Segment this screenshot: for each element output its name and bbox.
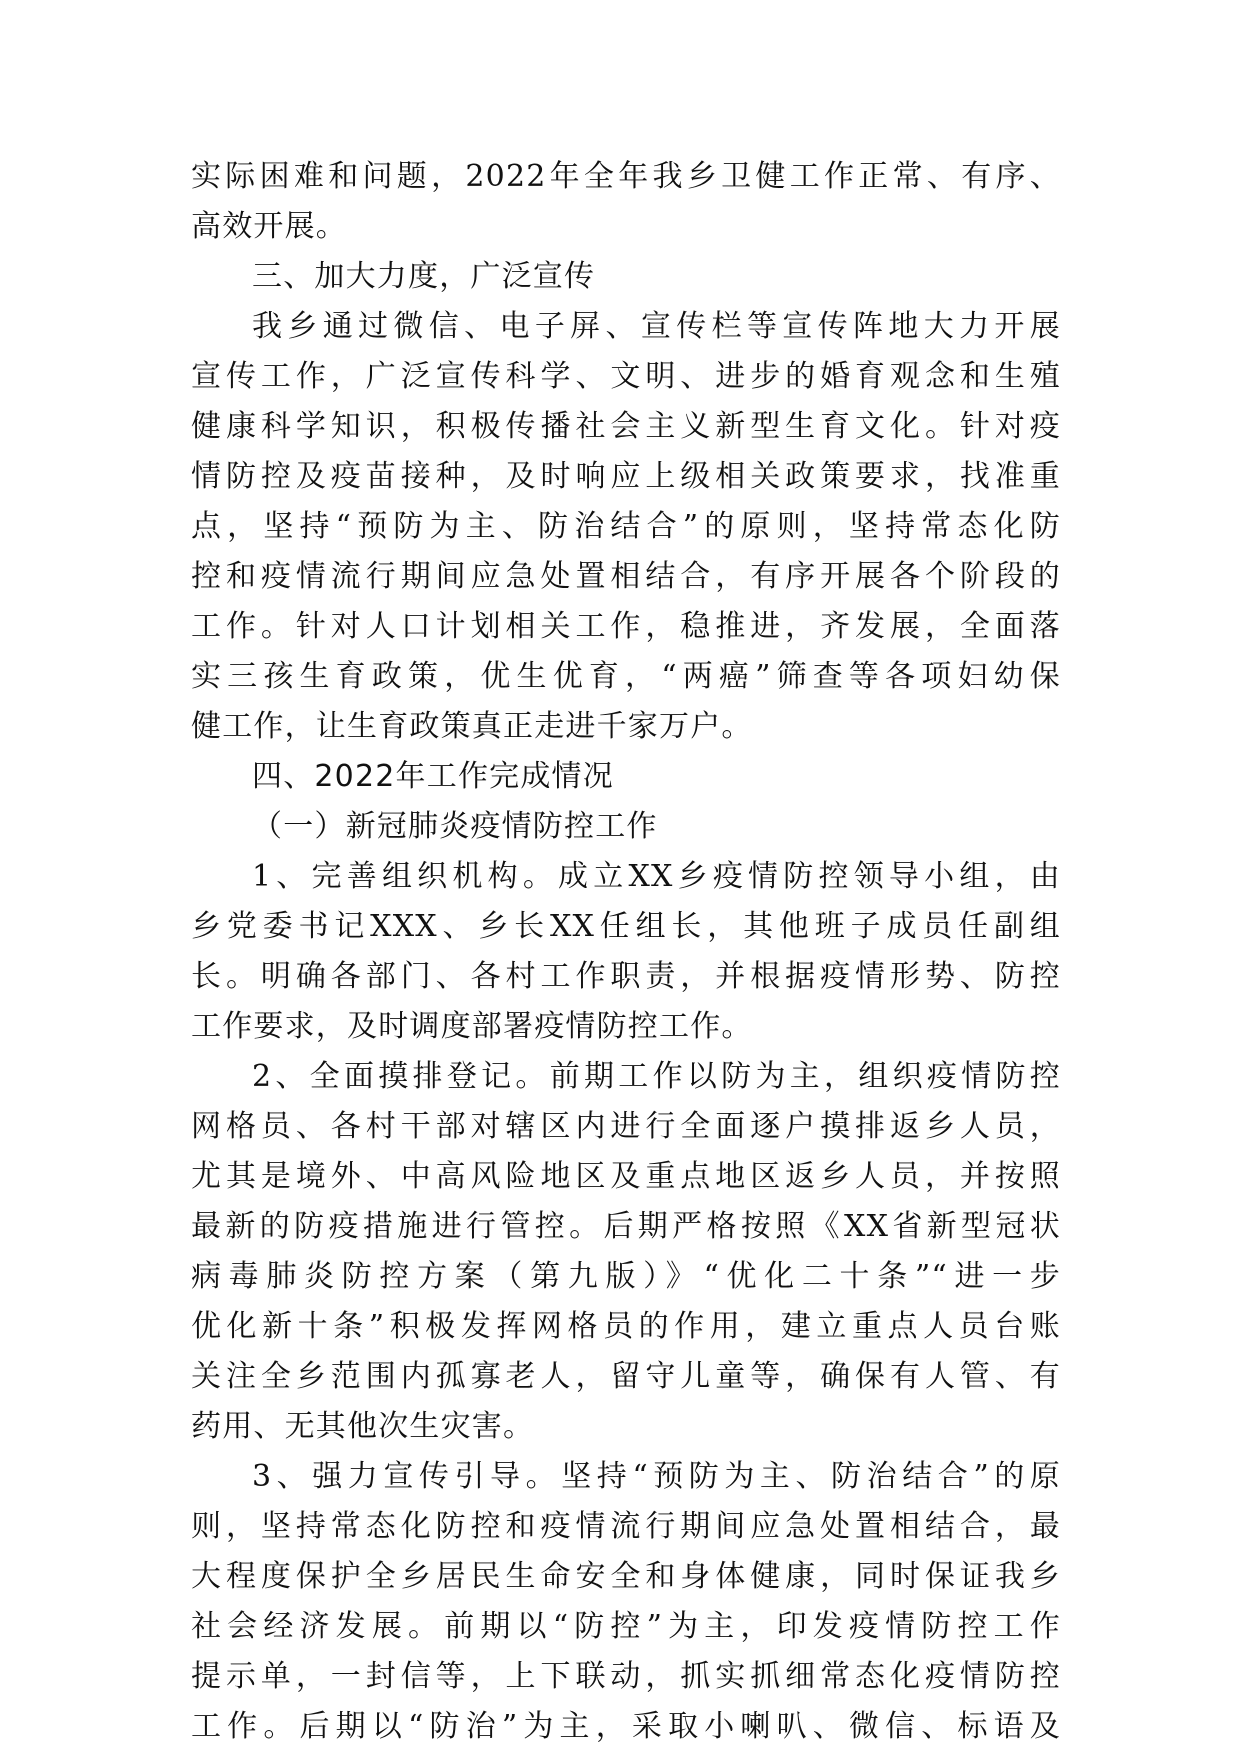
body-line: 实三孩生育政策，优生优育，“两癌”筛查等各项妇幼保 bbox=[191, 659, 1061, 694]
body-line: 工作。针对人口计划相关工作，稳推进，齐发展，全面落 bbox=[191, 609, 1061, 644]
paragraph-start: 我乡通过微信、电子屏、宣传栏等宣传阵地大力开展 bbox=[252, 309, 1061, 344]
body-line: 高效开展。 bbox=[191, 209, 347, 244]
body-line: 药用、无其他次生灾害。 bbox=[191, 1409, 535, 1444]
body-line: 优化新十条”积极发挥网格员的作用，建立重点人员台账 bbox=[191, 1309, 1061, 1344]
paragraph-start: 2、全面摸排登记。前期工作以防为主，组织疫情防控 bbox=[252, 1059, 1061, 1094]
document-body bbox=[191, 152, 1061, 1752]
paragraph-start: 3、强力宣传引导。坚持“预防为主、防治结合”的原 bbox=[252, 1459, 1061, 1494]
body-line: 情防控及疫苗接种，及时响应上级相关政策要求，找准重 bbox=[191, 459, 1061, 494]
body-line: 病毒肺炎防控方案（第九版）》“优化二十条”“进一步 bbox=[191, 1259, 1061, 1294]
body-line: 健工作，让生育政策真正走进千家万户。 bbox=[191, 709, 753, 744]
body-line: 最新的防疫措施进行管控。后期严格按照《XX省新型冠状 bbox=[191, 1209, 1061, 1244]
body-line: 大程度保护全乡居民生命安全和身体健康，同时保证我乡 bbox=[191, 1559, 1061, 1594]
body-line: 社会经济发展。前期以“防控”为主，印发疫情防控工作 bbox=[191, 1609, 1061, 1644]
body-line: 网格员、各村干部对辖区内进行全面逐户摸排返乡人员， bbox=[191, 1109, 1061, 1144]
body-line: 长。明确各部门、各村工作职责，并根据疫情形势、防控 bbox=[191, 959, 1061, 994]
body-line: 提示单，一封信等，上下联动，抓实抓细常态化疫情防控 bbox=[191, 1659, 1061, 1694]
body-line: 工作。后期以“防治”为主，采取小喇叭、微信、标语及 bbox=[191, 1709, 1061, 1744]
section-heading: 三、加大力度，广泛宣传 bbox=[252, 259, 596, 294]
body-line: 控和疫情流行期间应急处置相结合，有序开展各个阶段的 bbox=[191, 559, 1061, 594]
body-line: 宣传工作，广泛宣传科学、文明、进步的婚育观念和生殖 bbox=[191, 359, 1061, 394]
body-line: 点，坚持“预防为主、防治结合”的原则，坚持常态化防 bbox=[191, 509, 1061, 544]
body-line: 关注全乡范围内孤寡老人，留守儿童等，确保有人管、有 bbox=[191, 1359, 1061, 1394]
paragraph-start: 1、完善组织机构。成立XX乡疫情防控领导小组，由 bbox=[252, 859, 1061, 894]
body-line: 工作要求，及时调度部署疫情防控工作。 bbox=[191, 1009, 753, 1044]
body-line: 尤其是境外、中高风险地区及重点地区返乡人员，并按照 bbox=[191, 1159, 1061, 1194]
section-heading: 四、2022年工作完成情况 bbox=[252, 759, 614, 794]
body-line: 乡党委书记XXX、乡长XX任组长，其他班子成员任副组 bbox=[191, 909, 1061, 944]
body-line: 则，坚持常态化防控和疫情流行期间应急处置相结合，最 bbox=[191, 1509, 1061, 1544]
body-line: 健康科学知识，积极传播社会主义新型生育文化。针对疫 bbox=[191, 409, 1061, 444]
body-line: 实际困难和问题，2022年全年我乡卫健工作正常、有序、 bbox=[191, 159, 1061, 194]
subsection-heading: （一）新冠肺炎疫情防控工作 bbox=[252, 809, 658, 844]
